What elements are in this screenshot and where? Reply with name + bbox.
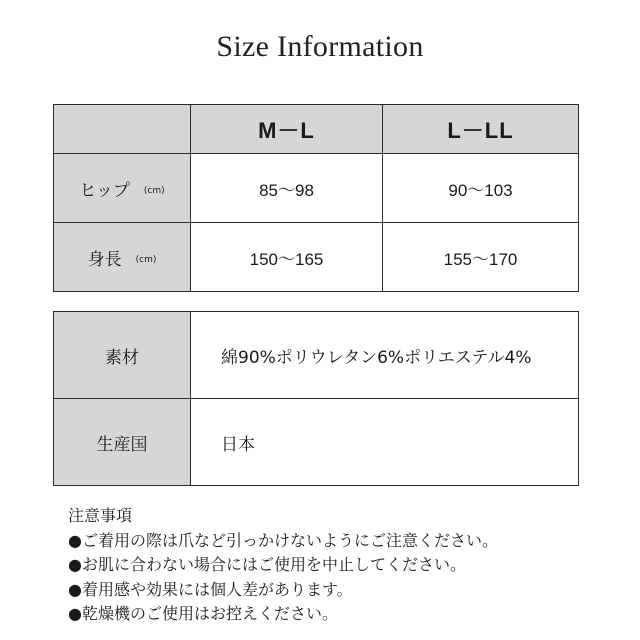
row-label-hip-text: ヒップ: [79, 180, 130, 201]
size-table: [53, 104, 579, 292]
info-value-origin: 日本: [191, 399, 579, 486]
care-note-item: ●乾燥機のご使用はお控えください。: [68, 604, 338, 623]
info-row-material: [54, 312, 579, 399]
size-column-header-m-l: M－L: [191, 105, 383, 154]
size-row-height: [54, 223, 579, 292]
row-label-hip-unit: (cm): [143, 185, 165, 196]
size-table-corner-cell: [54, 105, 191, 154]
info-label-origin: 生産国: [54, 399, 191, 486]
row-label-hip: [54, 154, 191, 223]
care-note-item: ●ご着用の際は爪など引っかけないようにご注意ください。: [68, 530, 498, 550]
hip-value-m-l: 85〜98: [191, 154, 383, 223]
info-row-origin: [54, 399, 579, 486]
care-note-item: ●着用感や効果には個人差があります。: [68, 579, 353, 599]
row-label-height-text: 身長: [87, 249, 122, 270]
info-label-material: 素材: [54, 312, 191, 399]
size-column-header-l-ll: L－LL: [383, 105, 579, 154]
care-notes-heading: 注意事項: [68, 506, 133, 525]
row-label-height: [54, 223, 191, 292]
care-notes: [68, 504, 628, 627]
info-value-material: 綿90%ポリウレタン6%ポリエステル4%: [191, 312, 579, 399]
care-note-item: ●お肌に合わない場合にはご使用を中止してください。: [68, 555, 466, 574]
product-info-table: [53, 311, 579, 486]
height-value-m-l: 150〜165: [191, 223, 383, 292]
size-table-header-row: [54, 105, 579, 154]
size-row-hip: [54, 154, 579, 223]
hip-value-l-ll: 90〜103: [383, 154, 579, 223]
page-title: Size Information: [216, 30, 424, 63]
height-value-l-ll: 155〜170: [383, 223, 579, 292]
row-label-height-unit: (cm): [135, 254, 157, 265]
